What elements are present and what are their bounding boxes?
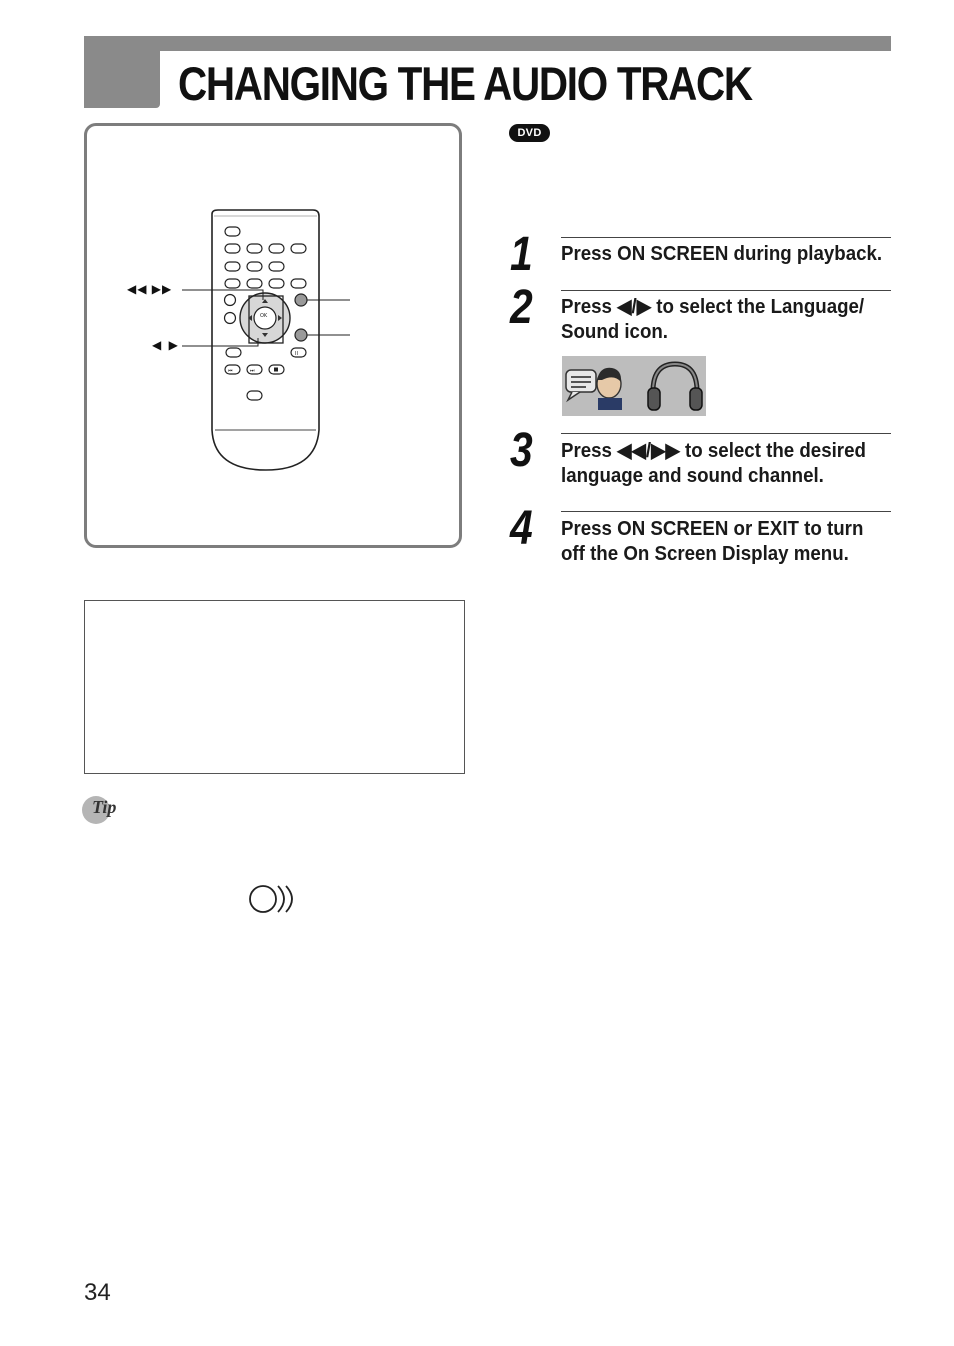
page-title: CHANGING THE AUDIO TRACK [178, 57, 752, 110]
step-2-text: Press ◀/▶ to select the Language/ Sound icon. [561, 296, 865, 343]
step-3-number: 3 [510, 424, 533, 477]
step-1-number: 1 [510, 228, 533, 281]
header-bar [84, 36, 891, 51]
label-skip-buttons: ◀◀ ▶▶ [127, 282, 173, 296]
step-4-number: 4 [510, 502, 533, 555]
language-icon-and-headphones-icon [562, 356, 706, 416]
step-2-number: 2 [510, 281, 533, 334]
info-box [84, 600, 465, 774]
step-4-rule [561, 511, 891, 512]
page-number: 34 [84, 1279, 111, 1306]
step-1-rule [561, 237, 891, 238]
tip-label: Tip [92, 797, 117, 817]
svg-text:⏭: ⏭ [250, 368, 255, 374]
remote-control-icon [120, 205, 360, 475]
step-1-text: Press ON SCREEN during playback. [561, 243, 883, 265]
svg-text:⏮: ⏮ [228, 368, 233, 374]
svg-text:OK: OK [260, 313, 268, 319]
step-3-text: Press ◀◀/▶▶ to select the desired language and sound channel. [561, 440, 866, 487]
svg-text:II: II [295, 351, 298, 357]
header-tab [84, 36, 160, 108]
step-3-rule [561, 433, 891, 434]
language-sound-osd-icons [562, 356, 706, 416]
step-4-text: Press ON SCREEN or EXIT to turn off the On Screen Display menu. [561, 518, 864, 565]
label-cursor-buttons: ◀ ▶ [152, 338, 180, 352]
step-2-rule [561, 290, 891, 291]
header-notch [160, 51, 172, 63]
surround-sound-icon [248, 883, 302, 915]
dvd-badge: DVD [509, 124, 550, 142]
